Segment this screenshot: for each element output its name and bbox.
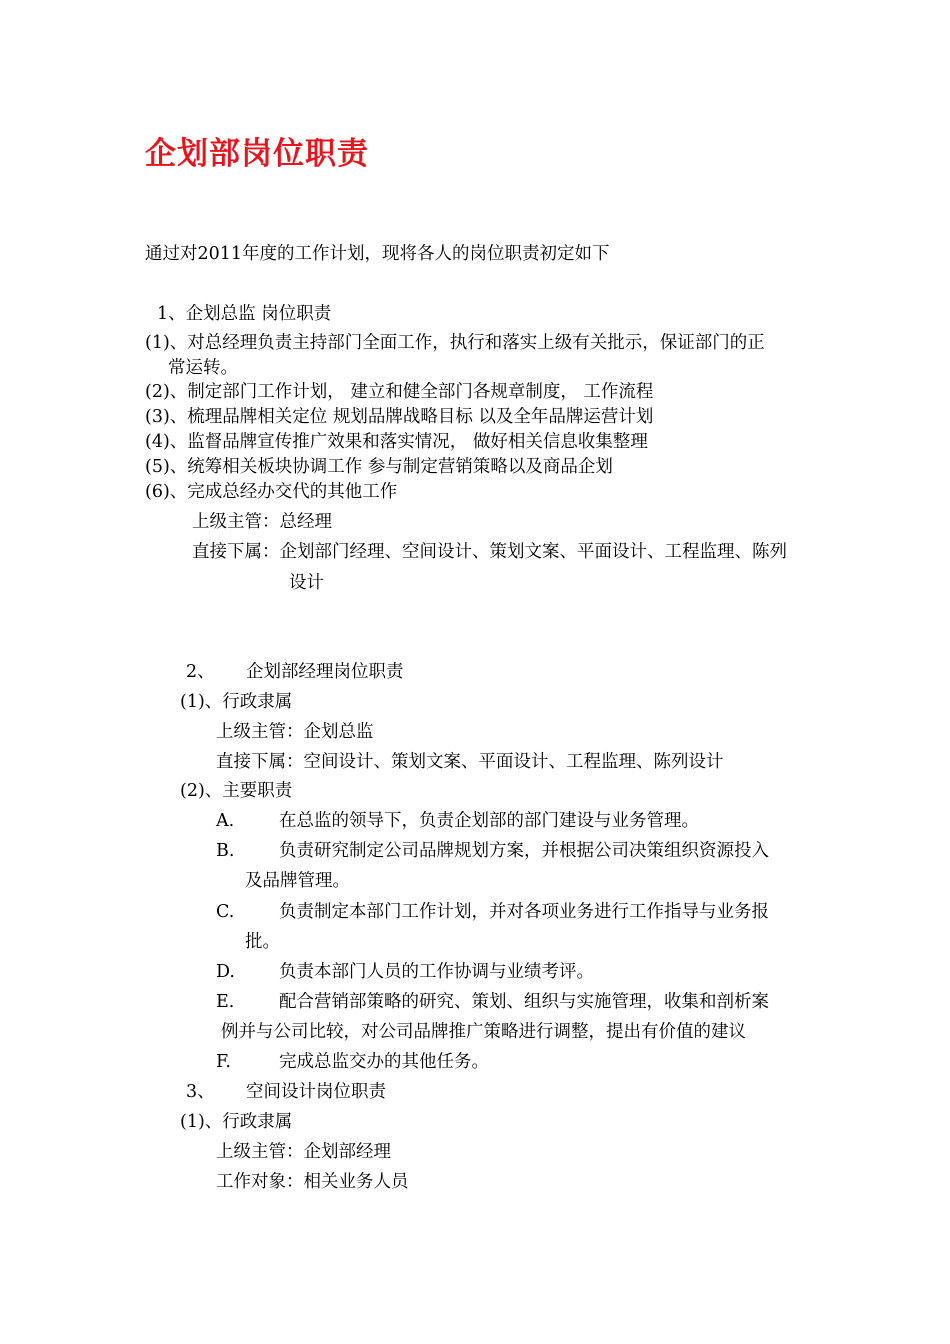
- intro-text: 通过对2011年度的工作计划，现将各人的岗位职责初定如下: [145, 244, 610, 264]
- section1-item-3: (3)、梳理品牌相关定位 规划品牌战略目标 以及全年品牌运营计划: [145, 407, 654, 427]
- duty-f-letter: F.: [216, 1052, 231, 1072]
- duty-b-text: 负责研究制定公司品牌规划方案，并根据公司决策组织资源投入: [279, 841, 769, 861]
- duty-b-letter: B.: [216, 841, 235, 861]
- section1-subordinates: 直接下属：企划部门经理、空间设计、策划文案、平面设计、工程监理、陈列: [192, 542, 787, 562]
- duty-b-text-cont: 及品牌管理。: [245, 871, 350, 891]
- section2-number: 2、: [186, 662, 215, 682]
- section1-item-4: (4)、监督品牌宣传推广效果和落实情况， 做好相关信息收集整理: [145, 432, 648, 452]
- duty-c-letter: C.: [216, 902, 235, 922]
- section3-superior: 上级主管：企划部经理: [216, 1142, 391, 1162]
- section1-item-2: (2)、制定部门工作计划， 建立和健全部门各规章制度， 工作流程: [145, 382, 654, 402]
- section1-subordinates-cont: 设计: [289, 573, 324, 593]
- section3-admin-label: (1)、行政隶属: [180, 1112, 293, 1132]
- section2-duties-label: (2)、主要职责: [180, 781, 293, 801]
- section2-heading: 企划部经理岗位职责: [246, 662, 404, 682]
- duty-e-letter: E.: [216, 992, 235, 1012]
- section3-work-target: 工作对象：相关业务人员: [216, 1172, 409, 1192]
- section1-item-1-cont: 常运转。: [168, 358, 238, 378]
- section1-item-1: (1)、对总经理负责主持部门全面工作，执行和落实上级有关批示，保证部门的正: [145, 333, 765, 353]
- duty-e-text-cont: 例并与公司比较，对公司品牌推广策略进行调整，提出有价值的建议: [221, 1022, 746, 1042]
- duty-c-text: 负责制定本部门工作计划，并对各项业务进行工作指导与业务报: [279, 902, 769, 922]
- section1-item-6: (6)、完成总经办交代的其他工作: [145, 482, 398, 502]
- section1-item-5: (5)、统筹相关板块协调工作 参与制定营销策略以及商品企划: [145, 457, 613, 477]
- duty-d-letter: D.: [216, 962, 235, 982]
- duty-a-text: 在总监的领导下，负责企划部的部门建设与业务管理。: [279, 811, 699, 831]
- section2-admin-label: (1)、行政隶属: [180, 692, 293, 712]
- section3-number: 3、: [186, 1082, 215, 1102]
- duty-f-text: 完成总监交办的其他任务。: [279, 1052, 489, 1072]
- duty-e-text: 配合营销部策略的研究、策划、组织与实施管理，收集和剖析案: [279, 992, 769, 1012]
- page-title: 企划部岗位职责: [145, 136, 369, 172]
- section2-superior: 上级主管：企划总监: [216, 722, 374, 742]
- section1-heading: 1、企划总监 岗位职责: [157, 304, 332, 324]
- duty-a-letter: A.: [216, 811, 235, 831]
- duty-c-text-cont: 批。: [245, 932, 280, 952]
- section3-heading: 空间设计岗位职责: [246, 1082, 386, 1102]
- section2-subordinates: 直接下属：空间设计、策划文案、平面设计、工程监理、陈列设计: [216, 752, 724, 772]
- section1-superior: 上级主管：总经理: [192, 512, 332, 532]
- duty-d-text: 负责本部门人员的工作协调与业绩考评。: [279, 962, 594, 982]
